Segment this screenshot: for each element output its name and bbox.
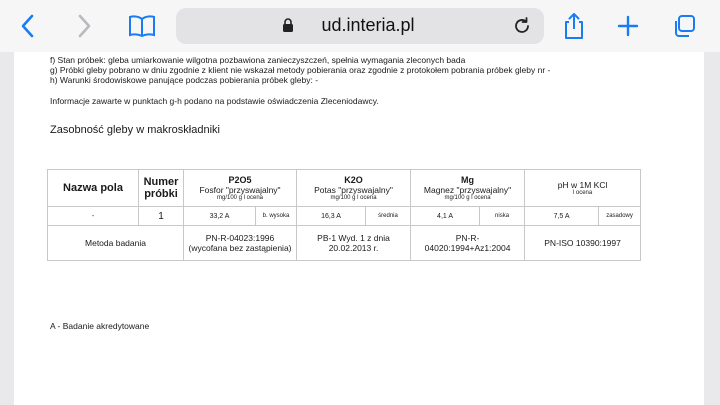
bookmarks-button[interactable]	[128, 12, 156, 40]
param-name: P2O5	[228, 175, 252, 185]
table-method-row	[48, 226, 641, 261]
browser-toolbar	[0, 0, 720, 52]
cell-mg-value: 4,1 A	[411, 207, 480, 226]
cell-ph-value: 7,5 A	[525, 207, 599, 226]
back-button[interactable]	[14, 12, 42, 40]
cell-method-mg: PN-R-04020:1994+Az1:2004	[411, 226, 525, 261]
param-unit: mg/100 g l ocena	[330, 195, 377, 201]
cell-mg-rating: niska	[480, 207, 525, 226]
header-param-k	[297, 170, 411, 207]
param-desc: Potas "przyswajalny"	[314, 185, 393, 195]
param-unit: l ocena	[572, 190, 593, 196]
doc-line-f: f) Stan próbek: gleba umiarkowanie wilgotna pozbawiona zanieczyszczeń, spełnia wymagania zleconych bada	[50, 55, 466, 65]
param-desc: pH w 1M KCl	[557, 180, 608, 190]
param-unit: mg/100 g l ocena	[216, 195, 264, 201]
tabs-button[interactable]	[670, 12, 698, 40]
header-field-name: Nazwa pola	[48, 170, 139, 207]
url-text: ud.interia.pl	[321, 15, 415, 35]
chevron-right-icon	[76, 14, 92, 38]
cell-method-k: PB-1 Wyd. 1 z dnia 20.02.2013 r.	[297, 226, 411, 261]
table-header-row	[48, 170, 641, 207]
cell-method-ph: PN-ISO 10390:1997	[525, 226, 641, 261]
cell-ph-rating: zasadowy	[599, 207, 641, 226]
chevron-left-icon	[20, 14, 36, 38]
cell-p-rating: b. wysoka	[256, 207, 297, 226]
book-icon	[128, 14, 156, 38]
footnote: A - Badanie akredytowane	[50, 321, 150, 331]
address-bar[interactable]	[176, 8, 544, 44]
table-row	[48, 207, 641, 226]
param-name: Mg	[461, 175, 475, 185]
cell-p-value: 33,2 A	[184, 207, 256, 226]
doc-line-info: Informacje zawarte w punktach g-h podano na podstawie oświadczenia Zleceniodawcy.	[50, 96, 379, 106]
cell-sample-number: 1	[139, 207, 184, 226]
doc-line-g: g) Próbki gleby pobrano w dniu zgodnie z klient nie wskazał metody pobierania oraz zgodnie z protokołem pobrania próbek gleby nr -	[50, 65, 551, 75]
param-name: K2O	[344, 175, 363, 185]
header-sample-number	[139, 170, 184, 207]
cell-k-value: 16,3 A	[297, 207, 366, 226]
cell-method-p: PN-R-04023:1996 (wycofana bez zastąpienia)	[184, 226, 297, 261]
header-param-ph	[525, 170, 641, 207]
param-unit: mg/100 g l ocena	[444, 195, 491, 201]
section-title: Zasobność gleby w makroskładniki	[50, 124, 220, 136]
reload-icon[interactable]	[512, 16, 532, 36]
share-icon	[563, 12, 585, 40]
param-desc: Magnez "przyswajalny"	[423, 185, 512, 195]
doc-line-h: h) Warunki środowiskowe panujące podczas pobierania próbek gleby: -	[50, 75, 319, 85]
page-viewport	[0, 52, 720, 405]
header-sample-line1: Numer	[143, 176, 179, 188]
cell-method-label: Metoda badania	[48, 226, 184, 261]
plus-icon	[617, 15, 639, 37]
header-param-p	[184, 170, 297, 207]
document-page	[14, 52, 704, 405]
param-desc: Fosfor "przyswajalny"	[199, 185, 281, 195]
cell-field-name: -	[48, 207, 139, 226]
header-sample-line2: próbki	[144, 188, 178, 200]
tabs-icon	[672, 14, 696, 38]
forward-button[interactable]	[70, 12, 98, 40]
cell-k-rating: średnia	[366, 207, 411, 226]
new-tab-button[interactable]	[614, 12, 642, 40]
header-param-mg	[411, 170, 525, 207]
share-button[interactable]	[560, 12, 588, 40]
soil-results-table	[47, 169, 641, 261]
